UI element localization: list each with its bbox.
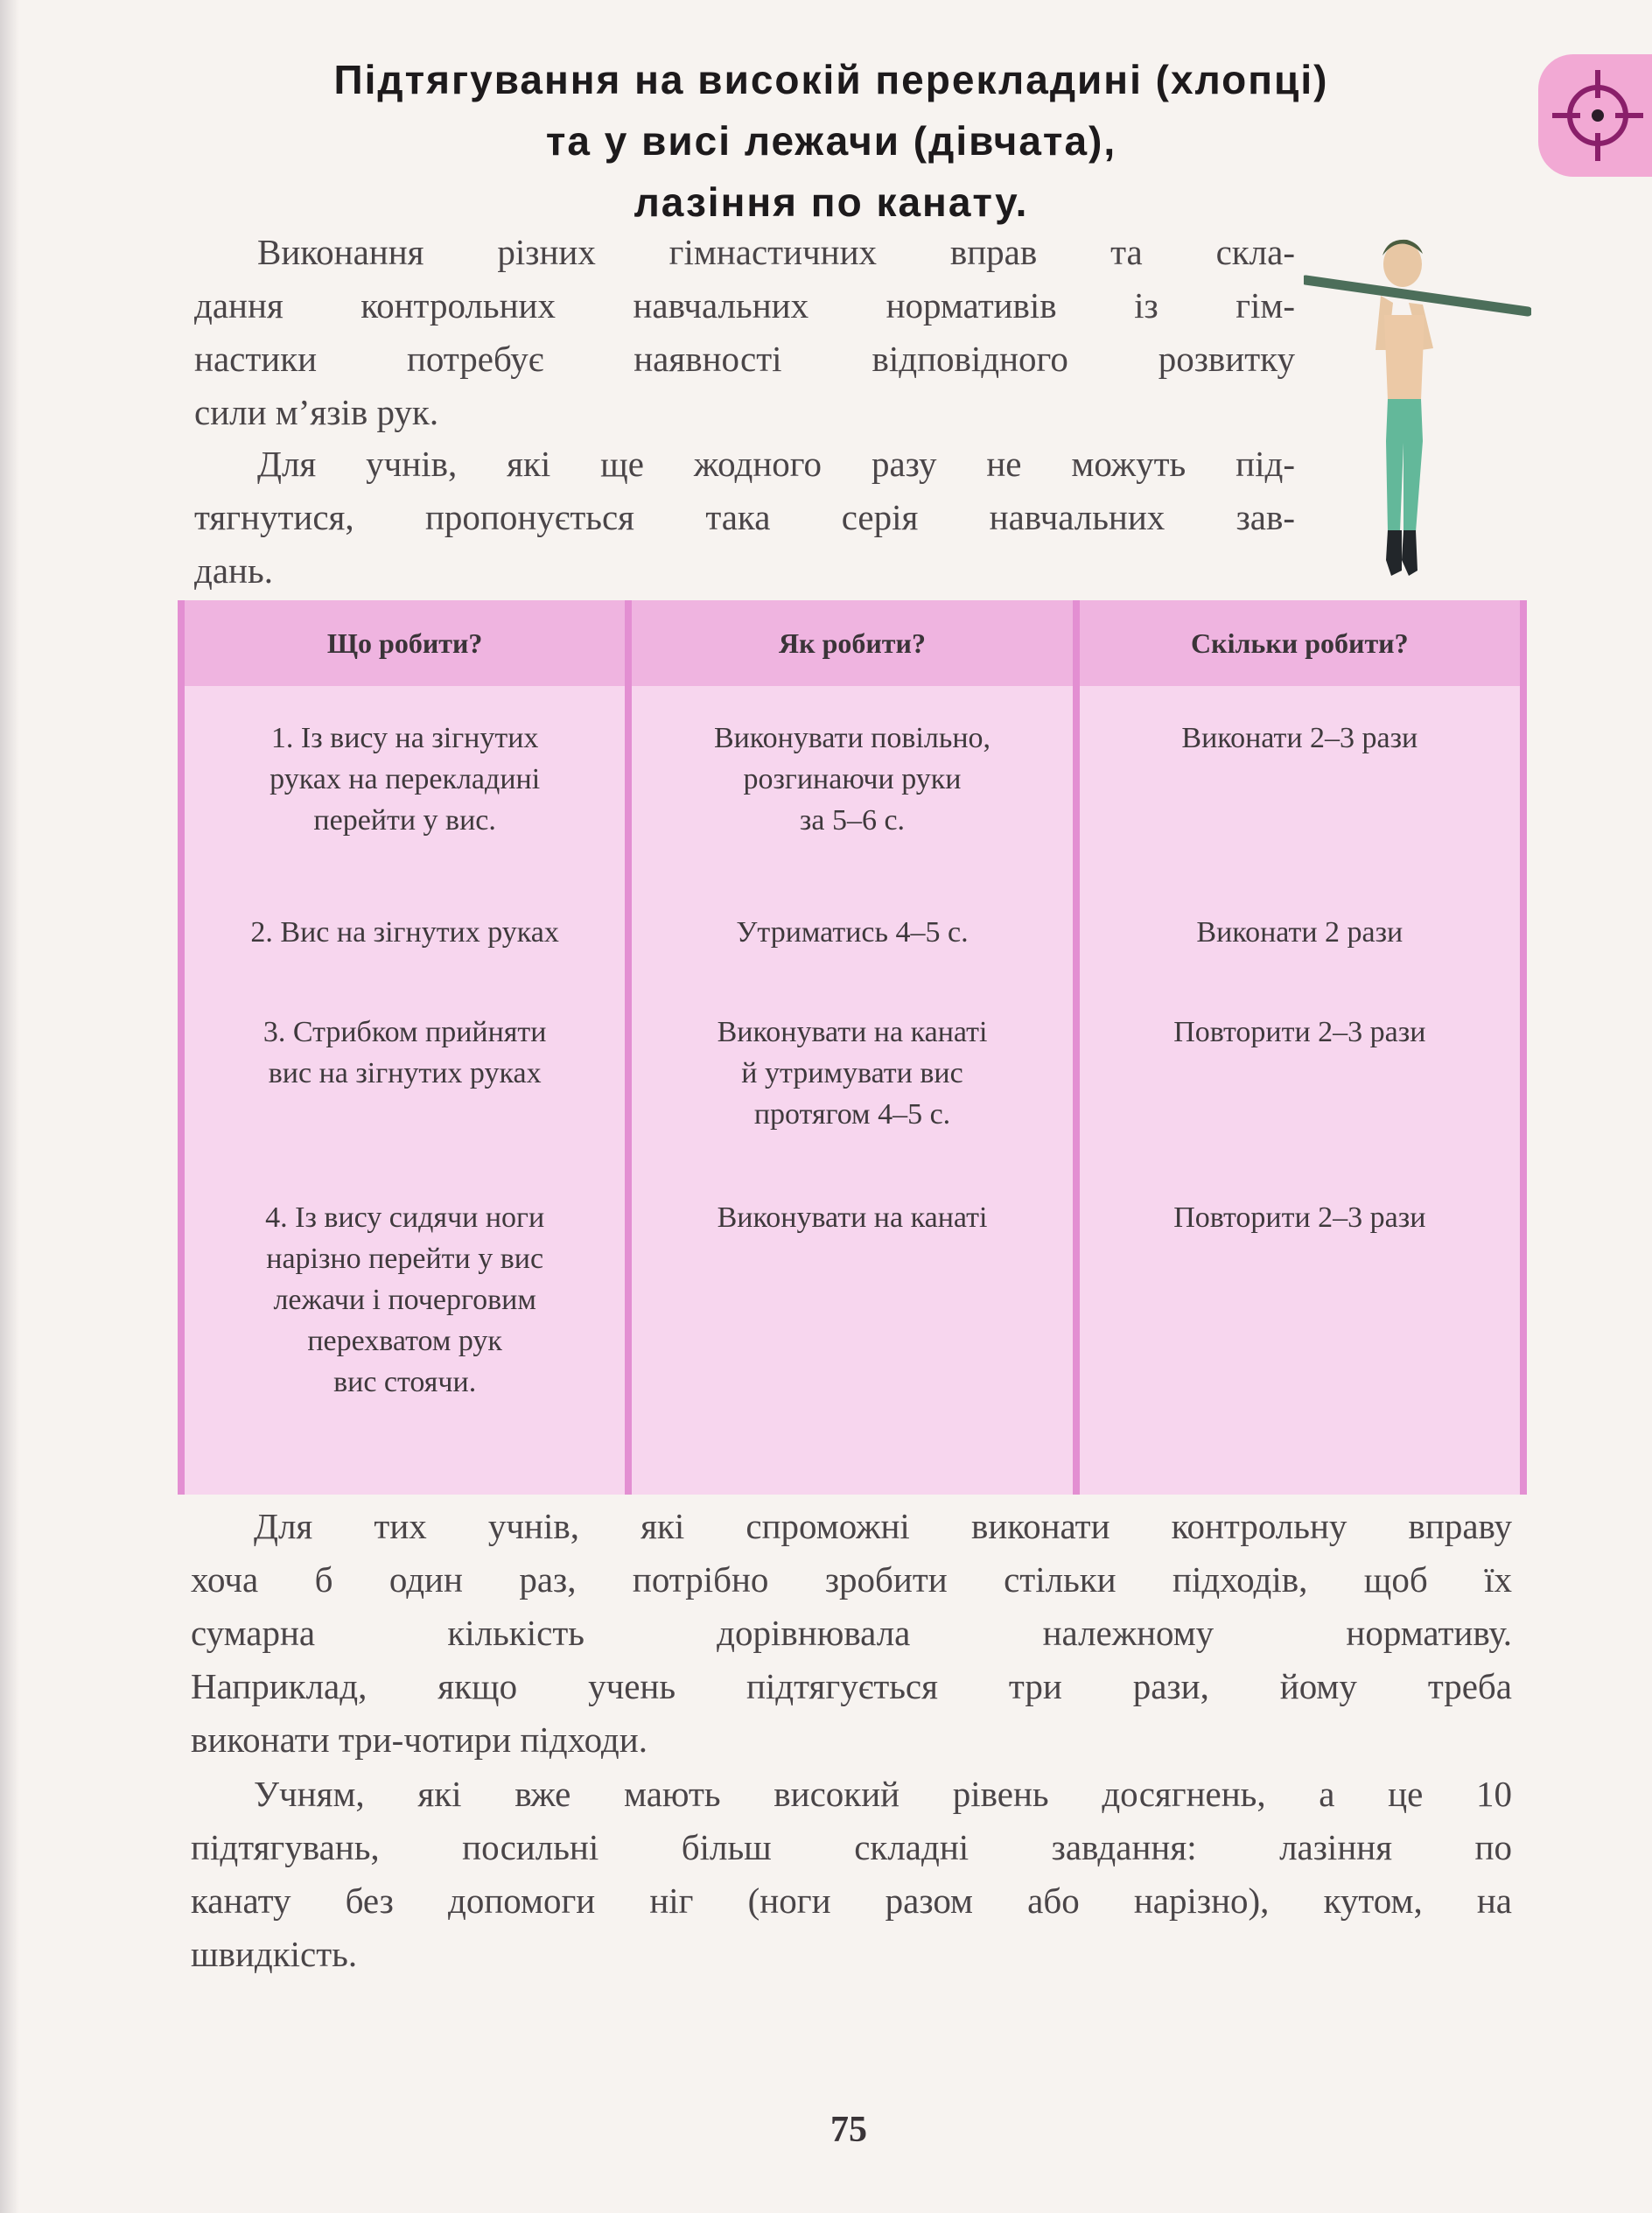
cell-line: Виконати 2 рази [1196, 916, 1404, 949]
cell-line: Виконувати на канаті [717, 1016, 988, 1048]
cell-line: руках на перекладині [270, 763, 541, 795]
text-line: дань. [194, 550, 273, 591]
cell-line: перейти у вис. [313, 804, 496, 837]
text-line: виконати три-чотири підходи. [191, 1719, 648, 1760]
cell-line: Утриматись 4–5 с. [736, 916, 969, 949]
intro-paragraph-1 [194, 226, 1295, 439]
table-row [181, 896, 1523, 996]
column-header-how-many: Скільки робити? [1076, 600, 1523, 686]
crosshair-target-icon [1545, 60, 1650, 172]
cell-how [628, 686, 1075, 896]
text-line: Для тих учнів, які спроможні виконати контрольну вправу [254, 1506, 1512, 1546]
cell-line: 2. Вис на зігнутих руках [250, 916, 559, 949]
cell-line: Повторити 2–3 рази [1173, 1016, 1426, 1048]
table-row [181, 1181, 1523, 1495]
body-paragraph-1 [191, 1500, 1512, 1767]
cell-how [628, 996, 1075, 1181]
text-line: Наприклад, якщо учень підтягується три рази, йому треба [191, 1666, 1512, 1706]
table-row [181, 686, 1523, 896]
page-edge [0, 0, 19, 2213]
text-line: сумарна кількість дорівнювала належному нормативу. [191, 1613, 1512, 1653]
title-line-2: та у висі лежачи (дівчата), [545, 118, 1117, 164]
text-line: настики потребує наявності відповідного розвитку [194, 339, 1295, 379]
cell-line: вис на зігнутих руках [268, 1057, 542, 1089]
section-tab [1538, 54, 1652, 177]
text-line: Для учнів, які ще жодного разу не можуть під- [257, 444, 1295, 484]
cell-line: 3. Стрибком прийняти [262, 1016, 547, 1048]
column-header-what: Що робити? [181, 600, 628, 686]
text-line: дання контрольних навчальних нормативів із гім- [194, 285, 1295, 326]
cell-line: 4. Із вису сидячи ноги [265, 1201, 545, 1234]
text-line: швидкість. [191, 1934, 358, 1974]
page-title [158, 49, 1505, 233]
cell-line: Виконувати повільно, [713, 722, 991, 754]
cell-what [181, 896, 628, 996]
cell-what [181, 1181, 628, 1495]
cell-line: Повторити 2–3 рази [1173, 1201, 1426, 1234]
cell-line: нарізно перейти у вис [266, 1243, 544, 1275]
cell-line: Виконати 2–3 рази [1181, 722, 1418, 754]
cell-how-many [1076, 1181, 1523, 1495]
column-header-how: Як робити? [628, 600, 1075, 686]
text-line: підтягувань, посильні більш складні завдання: лазіння по [191, 1827, 1512, 1867]
cell-how-many [1076, 686, 1523, 896]
exercise-table [178, 600, 1527, 1495]
text-line: канату без допомоги ніг (ноги разом або нарізно), кутом, на [191, 1880, 1512, 1921]
cell-line: перехватом рук [307, 1325, 502, 1357]
cell-line: 1. Із вису на зігнутих [270, 722, 539, 754]
text-line: хоча б один раз, потрібно зробити стільки підходів, щоб їх [191, 1559, 1512, 1600]
text-line: Виконання різних гімнастичних вправ та скла- [257, 232, 1295, 272]
text-line: тягнутися, пропонується така серія навчальних зав- [194, 497, 1295, 537]
cell-line: Виконувати на канаті [717, 1201, 988, 1234]
page-number: 75 [830, 2110, 867, 2150]
cell-line: за 5–6 с. [799, 804, 906, 837]
title-line-3: лазіння по канату. [634, 179, 1029, 225]
cell-how-many [1076, 996, 1523, 1181]
boy-hanging-on-bar-illustration [1304, 235, 1531, 585]
cell-how [628, 1181, 1075, 1495]
title-line-1: Підтягування на високій перекладині (хлопці) [333, 57, 1329, 102]
cell-what [181, 996, 628, 1181]
cell-line: розгинаючи руки [743, 763, 962, 795]
cell-line: вис стоячи. [333, 1366, 477, 1398]
table-header-row [181, 600, 1523, 686]
body-paragraph-2 [191, 1768, 1512, 1981]
text-line: сили м’язів рук. [194, 392, 439, 432]
cell-line: лежачи і почерговим [273, 1284, 536, 1316]
intro-paragraph-2 [194, 438, 1295, 598]
cell-line: й утримувати вис [741, 1057, 963, 1089]
table-row [181, 996, 1523, 1181]
cell-how-many [1076, 896, 1523, 996]
cell-line: протягом 4–5 с. [753, 1098, 951, 1131]
text-line: Учням, які вже мають високий рівень досягнень, а це 10 [254, 1774, 1512, 1814]
cell-how [628, 896, 1075, 996]
cell-what [181, 686, 628, 896]
